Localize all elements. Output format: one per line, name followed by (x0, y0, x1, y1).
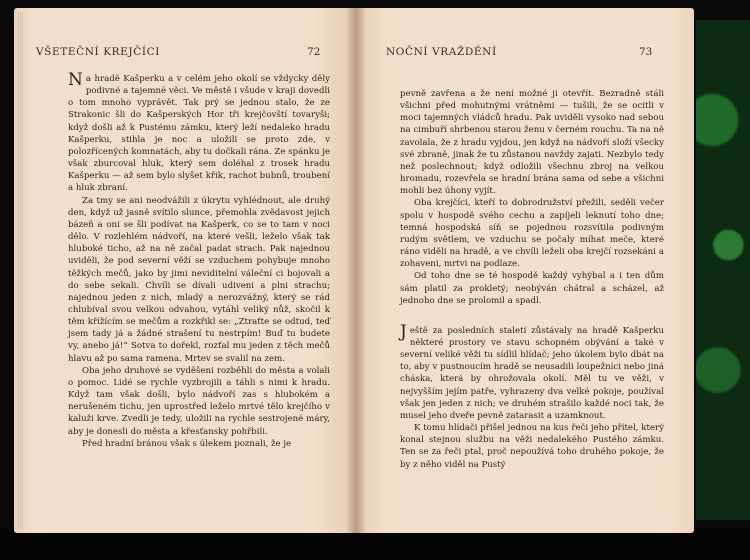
paragraph (400, 197, 664, 270)
page-stack-edge (18, 12, 24, 529)
paragraph-text: eště za posledních staletí zůstávaly na hradě Kašperku některé prostory ve stavu schopném obývání a také v severní veliké věži tu sídlil hlídač; jeho úkolem bylo dbát na to, aby v pustnoucím hradě se neusadili loupežníci nebo jiná cháska, která by ohrožovala okolí. Měl tu ve věži, v nejvyšším jejím patře, vyhrazeny dva velké pokoje, používal však jen jeden z nich; ve druhém strašilo každé noci tak, že musel jeho dveře pevně zatarasit a uzamknout. (400, 325, 664, 421)
right-running-head: NOČNÍ VRAŽDĚNÍ (386, 46, 497, 58)
left-page-text (68, 70, 330, 450)
right-page-text (400, 88, 664, 471)
paragraph-text: K tomu hlídači přišel jednou na kus řeči jeho přítel, který konal stejnou službu na věži nedalekého Pustého zámku. Ten se za řeči ptal, proč nepoužívá toho druhého pokoje, že by z něho viděl na Pustý (400, 423, 664, 470)
paragraph (68, 195, 330, 365)
paragraph (68, 365, 330, 438)
right-page-number: 73 (639, 46, 653, 58)
section-break (400, 307, 664, 325)
left-page (14, 8, 354, 533)
right-page (354, 8, 694, 533)
paragraph (400, 321, 664, 422)
paragraph-text: a hradě Kašperku a v celém jeho okolí se vždycky děly podivné a tajemné věci. Ve městě i všude v kraji dovedli o tom mnoho vyprávět. Tak prý se jednou stalo, že ze Strakonic šli do Kašperských Hor tři krejčovští tovaryši; když došli až k Pustému zámku, který leží nedaleko hradu Kašperku, stihla je noc a uložili se proto zde, v polozřícených komnatách, aby tu dočkali rána. Ze spánku je však zburcoval hluk, který sem doléhal z trosek hradu Kašperku — až sem bylo slyšet křik, rachot bubnů, troubení a hluk zbraní. (68, 74, 330, 194)
drop-cap: N (68, 70, 83, 90)
paragraph (400, 88, 664, 197)
drop-cap: J (400, 321, 407, 342)
paragraph-text: Před hradní bránou však s úlekem poznali, že je (82, 438, 292, 449)
paragraph-text: Oba jeho druhové se vyděšeni rozběhli do města a volali o pomoc. Lidé se rychle vyzbrojili a táhli s nimi k hradu. Když tam však došli, bylo nádvoří zas s hlubokém a nerušeném tichu, jen uprostřed leželo mrtvé tělo krejčího v kaluži krve. Zvedli je tedy, uložili na rychle sestrojené máry, aby je donesli do města a křesťansky pohřbili. (68, 365, 330, 437)
left-page-number: 72 (307, 46, 321, 58)
green-cloth-edge (696, 20, 750, 520)
paragraph-text: pevně zavřena a že není možné ji otevřít. Bezradně stáli všichni před mohutnými vrátněmi — tušili, že se ocitli v moci tajemných vládců hradu. Pak uviděli vysoko nad sebou na cimbuří shrbenou starou ženu v černém rouchu. Ta na ně zavolala, že z hradu vyjdou, jen když na nádvoří složí všecky své zbraně, jinak že tu zůstanou navždy zajati. Nezbylo tedy než poslechnout; když odložili všechnu zbroj na velkou hromadu, rozevřela se hradní brána sama od sebe a všichni mohli bez úhony vyjít. (400, 89, 664, 197)
book-gutter (346, 8, 366, 533)
paragraph (400, 270, 664, 306)
left-running-head: VŠETEČNÍ KREJČÍCI (36, 46, 161, 58)
paragraph-text: Od toho dne se té hospodě každý vyhýbal a i ten dům sám platil za prokletý; neobýván chátral a scházel, až jednoho dne se prolomil a spadl. (400, 271, 664, 306)
paragraph-text: Za tmy se ani neodvážili z úkrytu vyhlédnout, ale druhý den, když už jasně svítilo slunce, přemohla zvědavost jejich bázeň a oni se šli podívat na Kašperk, co se to tam v noci dělo. V rozlehlém nádvoří, na které vešli, leželo však tak hluboké ticho, až na ně začal padat strach. Pak najednou uviděli, že pod severní věží se vzduchem pohybuje mnoho těžkých mečů, jako by jimi neviditelní váleční ci bojovali a do sebe sekali. Chvíli se dívali udiveni a plni strachu; najednou jeden z nich, mladý a nerozvážný, který se rád chlubíval svou velkou odvahou, vytáhl veliký nůž, skočil k těm křížícím se mečům a rozkřikl se: „Ztraťte se odtud, teď jsem tady já a žádné strašení tu nestrpím! Buď tu budete vy, anebo já!“ Sotva to dořekl, rozťal mu jeden z těch mečů hlavu až po sama ramena. Mrtev se svalil na zem. (68, 195, 330, 364)
paragraph (68, 438, 330, 450)
paragraph (400, 422, 664, 471)
paragraph-text: Oba krejčíci, kteří to dobrodružství přežili, seděli večer spolu v hospodě svého cechu a zapíjeli leknutí toho dne; temná hospodská síň se pojednou rozsvítila podivným rudým světlem, ve vzduchu se počaly míhat meče, které ráno viděli na hradě, a ve chvíli leželi oba krejčí rozsekáni a zohaveni, mrtvi na podlaze. (400, 198, 664, 270)
paragraph (68, 70, 330, 195)
open-book (14, 8, 694, 533)
